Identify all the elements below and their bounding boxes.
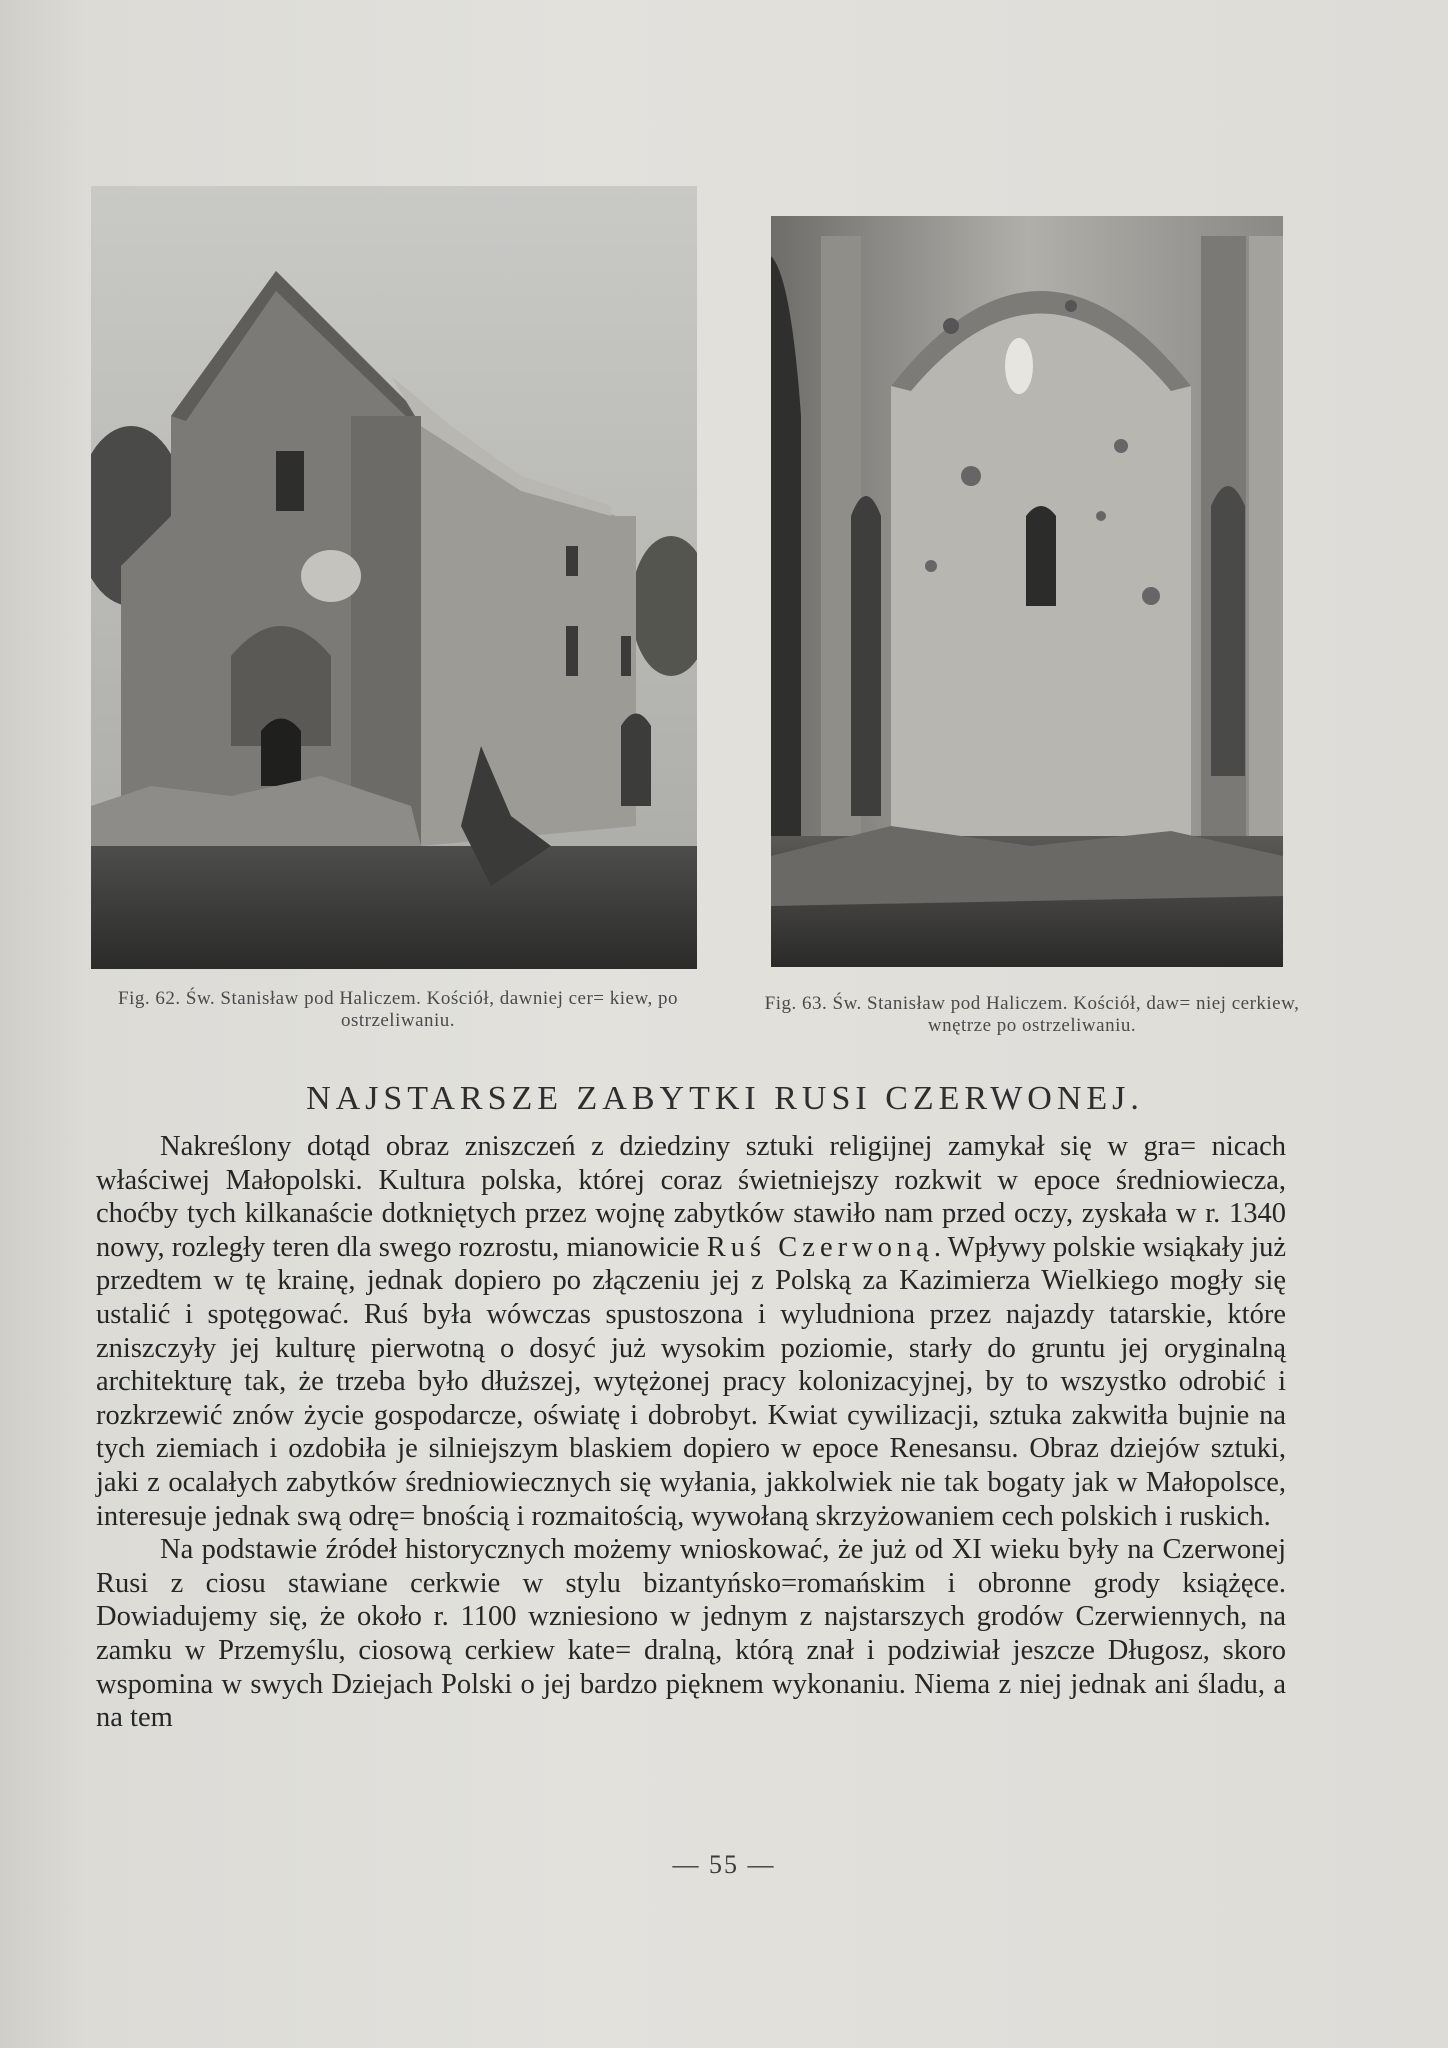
figure-63-caption: Fig. 63. Św. Stanisław pod Haliczem. Kościół, daw= niej cerkiew, wnętrze po ostrzeliwaniu. (764, 993, 1300, 1036)
body-text (96, 1130, 1286, 1735)
paragraph-1-part-a: Nakreślony dotąd obraz zniszczeń z dziedziny sztuki religijnej zamykał się w gra= nicach właściwej Małopolski. Kultura polska, której coraz świetniejszy rozkwit w epoce średniowiecza, choćby tych kilkanaście dotkniętych przez wojnę zabytków stawiło nam przed oczy, zyskała w r. 1340 nowy, rozległy teren dla swego rozrostu, mianowicie (96, 1131, 1286, 1263)
church-interior-image (771, 216, 1283, 967)
paragraph-2: Na podstawie źródeł historycznych możemy wnioskować, że już od XI wieku były na Czerwonej Rusi z ciosu stawiane cerkwie w stylu bizantyńsko=romańskim i obronne grody książęce. Dowiadujemy się, że około r. 1100 wzniesiono w jednym z najstarszych grodów Czerwiennych, na zamku w Przemyślu, ciosową cerkiew kate= dralną, którą znał i podziwiał jeszcze Długosz, skoro wspomina w swych Dziejach Polski o jej bardzo pięknem wykonaniu. Niema z niej jednak ani śladu, a na tem (96, 1534, 1286, 1734)
paragraph-1-part-b: . Wpływy polskie wsiąkały już przedtem w tę krainę, jednak dopiero po złączeniu jej z Polską za Kazimierza Wielkiego mogły się ustalić i spotęgować. Ruś była wówczas spustoszona i wyludniona przez najazdy tatarskie, które zniszczyły jej kulturę pierwotną o dosyć już wysokim poziomie, starły do gruntu jej oryginalną architekturę tak, że trzeba było dłuższej, wytężonej pracy kolonizacyjnej, by to wszystko odrobić i rozkrzewić znów życie gospodarcze, oświatę i dobrobyt. Kwiat cywilizacji, sztuka zakwitła bujnie na tych ziemiach i ozdobiła je silniejszym blaskiem dopiero w epoce Renesansu. Obraz dziejów sztuki, jaki z ocalałych zabytków średniowiecznych się wyłania, jakkolwiek nie tak bogaty jak w Małopolsce, interesuje jednak swą odrę= bnością i rozmaitością, wywołaną skrzyżowaniem cech polskich i ruskich. (96, 1231, 1286, 1532)
church-interior-photo (771, 216, 1283, 967)
page-number: — 55 — (672, 1850, 776, 1879)
figure-62-caption: Fig. 62. Św. Stanisław pod Haliczem. Kościół, dawniej cer= kiew, po ostrzeliwaniu. (118, 988, 678, 1031)
paragraph-1 (96, 1130, 1286, 1533)
paragraph-1-emphasis: Ruś Czerwoną (706, 1231, 934, 1263)
church-exterior-image (91, 186, 697, 969)
church-exterior-photo (91, 186, 697, 969)
section-heading: NAJSTARSZE ZABYTKI RUSI CZERWONEJ. (306, 1080, 1144, 1117)
